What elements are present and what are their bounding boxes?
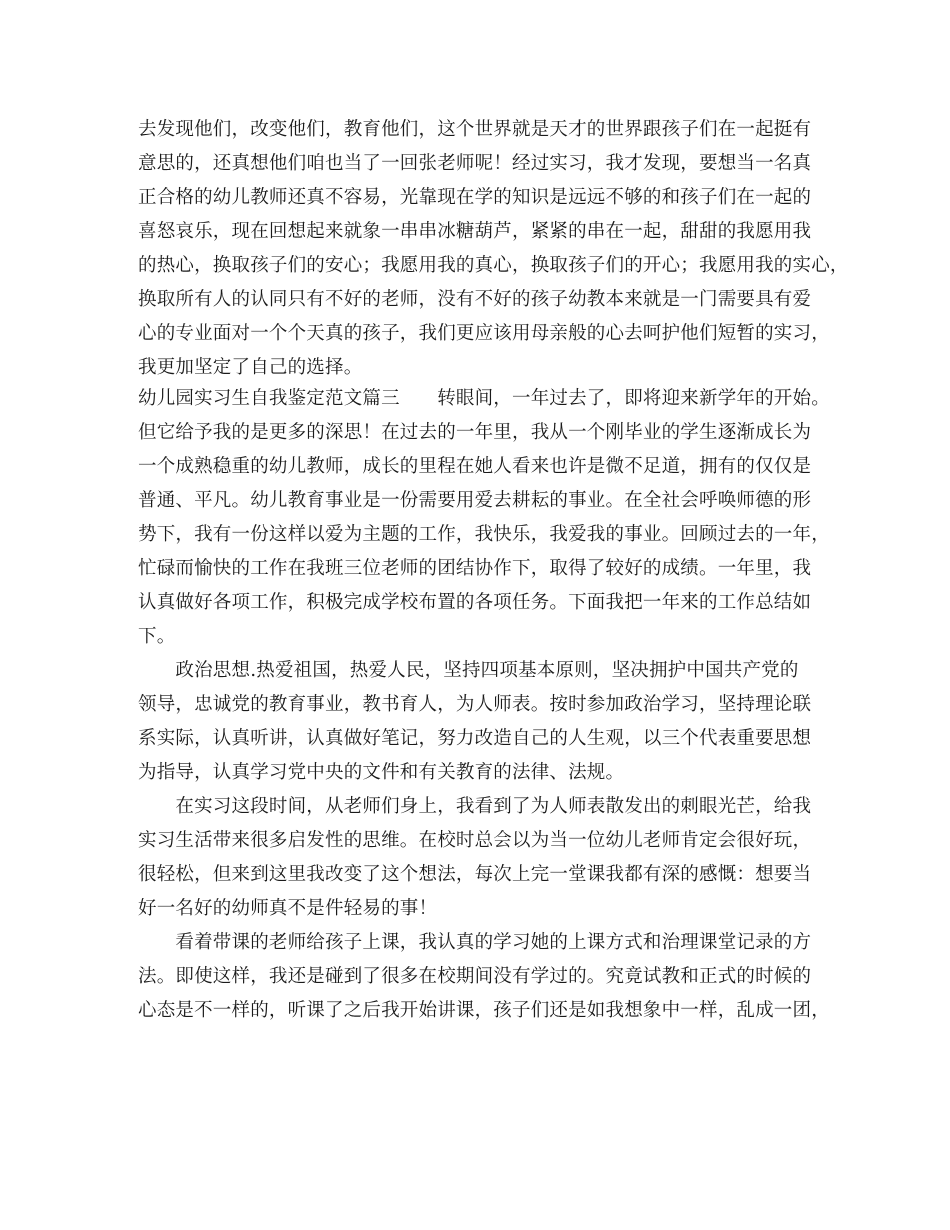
- text-line: 换取所有人的认同只有不好的老师，没有不好的孩子幼教本来就是一门需要具有爱: [138, 289, 812, 310]
- text-line: 实习生活带来很多启发性的思维。在校时总会以为当一位幼儿老师肯定会很好玩，: [138, 830, 812, 851]
- text-line: 心态是不一样的，听课了之后我开始讲课，孩子们还是如我想象中一样，乱成一团，: [138, 1000, 830, 1021]
- text-line: 好一名好的幼师真不是件轻易的事！: [138, 898, 438, 919]
- text-line: 看着带课的老师给孩子上课，我认真的学习她的上课方式和治理课堂记录的方: [138, 932, 812, 953]
- text-line: 心的专业面对一个个天真的孩子，我们更应该用母亲般的心去呵护他们短暂的实习，: [138, 323, 830, 344]
- text-line: 喜怒哀乐，现在回想起来就象一串串冰糖葫芦，紧紧的串在一起，甜甜的我愿用我: [138, 221, 812, 242]
- text-line: 系实际，认真听讲，认真做好笔记，努力改造自己的人生观，以三个代表重要思想: [138, 728, 812, 749]
- text-line: 领导，忠诚党的教育事业，教书育人，为人师表。按时参加政治学习，坚持理论联: [138, 694, 812, 715]
- text-line: 我更加坚定了自己的选择。: [138, 357, 363, 378]
- text-line: 正合格的幼儿教师还真不容易，光靠现在学的知识是远远不够的和孩子们在一起的: [138, 187, 812, 208]
- text-line: 势下，我有一份这样以爱为主题的工作，我快乐，我爱我的事业。回顾过去的一年，: [138, 524, 830, 545]
- text-line: 政治思想.热爱祖国，热爱人民，坚持四项基本原则，坚决拥护中国共产党的: [138, 660, 799, 681]
- text-line: 认真做好各项工作，积极完成学校布置的各项任务。下面我把一年来的工作总结如: [138, 592, 812, 613]
- text-line: 在实习这段时间，从老师们身上，我看到了为人师表散发出的刺眼光芒，给我: [138, 796, 812, 817]
- text-line: 很轻松，但来到这里我改变了这个想法，每次上完一堂课我都有深的感慨：想要当: [138, 864, 812, 885]
- text-line: 的热心，换取孩子们的安心；我愿用我的真心，换取孩子们的开心；我愿用我的实心，: [138, 255, 849, 276]
- text-line: 法。即使这样，我还是碰到了很多在校期间没有学过的。究竟试教和正式的时候的: [138, 966, 812, 987]
- text-line: 一个成熟稳重的幼儿教师，成长的里程在她人看来也许是微不足道，拥有的仅仅是: [138, 456, 812, 477]
- text-line: 去发现他们，改变他们，教育他们，这个世界就是天才的世界跟孩子们在一起挺有: [138, 119, 812, 140]
- text-line: 下。: [138, 626, 176, 647]
- text-line: 意思的，还真想他们咱也当了一回张老师呢！经过实习，我才发现，要想当一名真: [138, 153, 812, 174]
- text-line: 忙碌而愉快的工作在我班三位老师的团结协作下，取得了较好的成绩。一年里，我: [138, 558, 812, 579]
- section-heading-line: 幼儿园实习生自我鉴定范文篇三 转眼间，一年过去了，即将迎来新学年的开始。: [138, 388, 830, 409]
- text-line: 但它给予我的是更多的深思！在过去的一年里，我从一个刚毕业的学生逐渐成长为: [138, 422, 812, 443]
- text-line: 普通、平凡。幼儿教育事业是一份需要用爱去耕耘的事业。在全社会呼唤师德的形: [138, 490, 812, 511]
- text-line: 为指导，认真学习党中央的文件和有关教育的法律、法规。: [138, 762, 625, 783]
